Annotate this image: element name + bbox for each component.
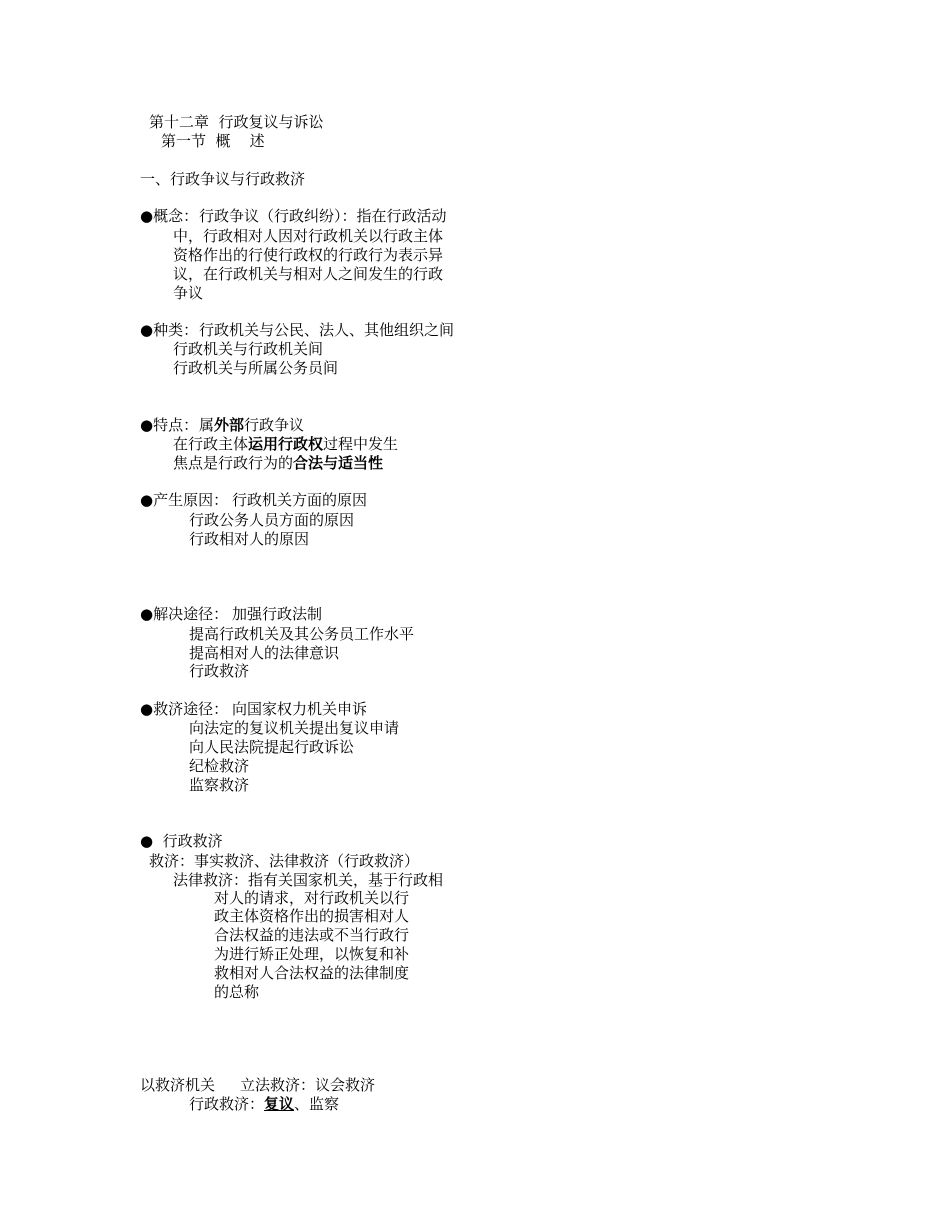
- emphasis-use-power: 运用行政权: [248, 435, 324, 453]
- remedies-line: 向国家权力机关申诉: [232, 700, 368, 718]
- by-organ-line: 行政救济：复议、监察: [189, 1095, 340, 1113]
- chapter-title: 第十二章 行政复议与诉讼: [149, 113, 324, 131]
- admin-remedy-line: 的总称: [214, 983, 260, 1001]
- causes-line: 行政公务人员方面的原因: [189, 511, 355, 529]
- features-label: ●特点：: [140, 416, 199, 434]
- types-line: 行政机关与行政机关间: [173, 340, 324, 358]
- types-line: 行政机关与所属公务员间: [173, 359, 339, 377]
- remedies-line: 向法定的复议机关提出复议申请: [189, 719, 400, 737]
- admin-remedy-line: 对人的请求，对行政机关以行: [214, 889, 410, 907]
- concept-line: 行政争议（行政纠纷）：指在行政活动: [199, 207, 447, 225]
- admin-remedy-line: 救相对人合法权益的法律制度: [214, 964, 410, 982]
- features-line: 在行政主体运用行政权过程中发生: [173, 435, 399, 453]
- by-organ-label: 以救济机关: [140, 1076, 216, 1094]
- causes-line: 行政机关方面的原因: [232, 491, 368, 509]
- by-organ-line: 立法救济：议会救济: [240, 1076, 376, 1094]
- remedies-line: 纪检救济: [189, 757, 250, 775]
- causes-line: 行政相对人的原因: [189, 530, 310, 548]
- heading-disputes-and-remedies: 一、行政争议与行政救济: [140, 170, 306, 188]
- section-title: 第一节 概 述: [161, 132, 265, 150]
- remedies-line: 向人民法院提起行政诉讼: [189, 738, 355, 756]
- emphasis-external: 外部: [214, 416, 245, 434]
- remedies-line: 监察救济: [189, 776, 250, 794]
- features-line: 焦点是行政行为的合法与适当性: [173, 454, 384, 472]
- emphasis-reconsideration: 复议: [264, 1095, 295, 1113]
- concept-line: 中，行政相对人因对行政机关以行政主体: [173, 227, 444, 245]
- remedies-label: ●救济途径：: [140, 700, 229, 718]
- types-label: ●种类：: [140, 321, 199, 339]
- solutions-line: 行政救济: [189, 662, 250, 680]
- admin-remedy-line: 合法权益的违法或不当行政行: [214, 926, 410, 944]
- features-line: 属外部行政争议: [199, 416, 305, 434]
- solutions-line: 加强行政法制: [232, 605, 323, 623]
- concept-line: 议，在行政机关与相对人之间发生的行政: [173, 265, 444, 283]
- concept-line: 争议: [173, 284, 204, 302]
- solutions-label: ●解决途径：: [140, 605, 229, 623]
- admin-remedy-line: 政主体资格作出的损害相对人: [214, 907, 410, 925]
- concept-label: ●概念：: [140, 207, 199, 225]
- admin-remedy-line: 为进行矫正处理，以恢复和补: [214, 945, 410, 963]
- admin-remedy-line: 救济：事实救济、法律救济（行政救济）: [149, 852, 420, 870]
- emphasis-legality: 合法与适当性: [293, 454, 384, 472]
- concept-line: 资格作出的行使行政权的行政行为表示异: [173, 246, 444, 264]
- solutions-line: 提高行政机关及其公务员工作水平: [189, 625, 415, 643]
- admin-remedy-line: 法律救济：指有关国家机关，基于行政相: [173, 871, 444, 889]
- solutions-line: 提高相对人的法律意识: [189, 644, 340, 662]
- admin-remedy-title: ● 行政救济: [140, 832, 223, 850]
- causes-label: ●产生原因：: [140, 491, 229, 509]
- types-line: 行政机关与公民、法人、其他组织之间: [199, 321, 455, 339]
